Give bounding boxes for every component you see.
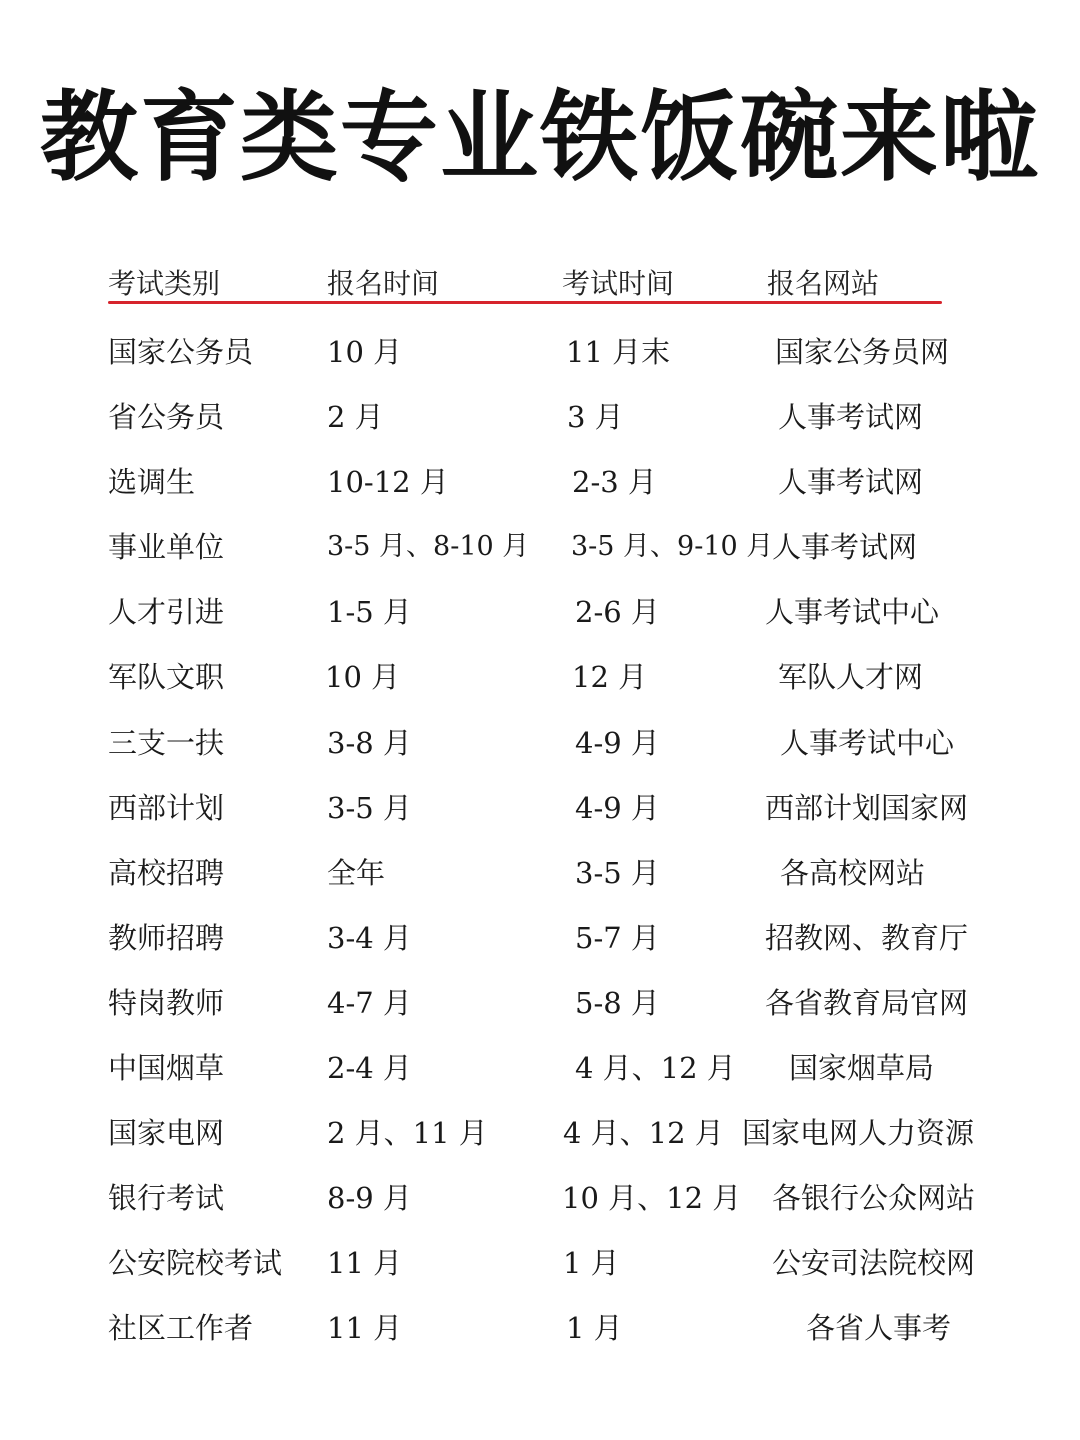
table-row bbox=[0, 1233, 1080, 1298]
table-row bbox=[0, 713, 1080, 778]
cell-category: 教师招聘 bbox=[108, 920, 225, 955]
cell-exam-time: 4-9 月 bbox=[575, 790, 660, 825]
cell-exam-time: 4 月、12 月 bbox=[563, 1116, 724, 1151]
cell-exam-time: 4 月、12 月 bbox=[575, 1051, 736, 1086]
table-row bbox=[0, 1103, 1080, 1168]
cell-website: 人事考试网 bbox=[778, 400, 924, 435]
table-row bbox=[0, 973, 1080, 1038]
cell-register-time: 3-4 月 bbox=[327, 920, 412, 955]
table-row bbox=[0, 322, 1080, 387]
cell-website: 人事考试中心 bbox=[780, 725, 955, 760]
cell-register-time: 2-4 月 bbox=[327, 1051, 412, 1086]
cell-category: 西部计划 bbox=[108, 790, 225, 825]
table-row bbox=[0, 517, 1080, 582]
cell-exam-time: 3-5 月、9-10 月 bbox=[571, 531, 774, 563]
cell-website: 人事考试网 bbox=[772, 530, 918, 565]
exam-table bbox=[0, 322, 1080, 1364]
cell-website: 人事考试网 bbox=[778, 465, 924, 500]
cell-exam-time: 4-9 月 bbox=[575, 725, 660, 760]
cell-category: 事业单位 bbox=[108, 530, 225, 565]
table-row bbox=[0, 778, 1080, 843]
cell-register-time: 10 月 bbox=[325, 660, 401, 695]
table-row bbox=[0, 1298, 1080, 1363]
cell-website: 公安司法院校网 bbox=[772, 1246, 976, 1281]
cell-website: 各高校网站 bbox=[780, 855, 926, 890]
cell-exam-time: 3-5 月 bbox=[575, 855, 660, 890]
cell-website: 西部计划国家网 bbox=[765, 790, 969, 825]
header-underline bbox=[108, 301, 942, 304]
cell-register-time: 3-5 月、8-10 月 bbox=[327, 531, 530, 563]
cell-register-time: 11 月 bbox=[327, 1246, 403, 1281]
cell-website: 各省教育局官网 bbox=[765, 985, 969, 1020]
cell-category: 人才引进 bbox=[108, 595, 225, 630]
table-row bbox=[0, 1038, 1080, 1103]
cell-website: 国家公务员网 bbox=[775, 335, 950, 369]
page-title: 教育类专业铁饭碗来啦 bbox=[39, 81, 1040, 195]
table-row bbox=[0, 1168, 1080, 1233]
cell-category: 特岗教师 bbox=[108, 985, 225, 1020]
cell-exam-time: 2-6 月 bbox=[575, 595, 660, 630]
cell-exam-time: 11 月末 bbox=[566, 335, 671, 369]
header-website: 报名网站 bbox=[767, 267, 880, 300]
cell-register-time: 2 月 bbox=[327, 400, 384, 435]
cell-register-time: 8-9 月 bbox=[327, 1181, 412, 1216]
table-row bbox=[0, 452, 1080, 517]
cell-category: 银行考试 bbox=[108, 1181, 225, 1216]
table-row bbox=[0, 647, 1080, 712]
cell-website: 军队人才网 bbox=[778, 660, 924, 695]
cell-category: 三支一扶 bbox=[108, 725, 225, 760]
cell-register-time: 全年 bbox=[327, 855, 386, 890]
cell-register-time: 3-8 月 bbox=[327, 725, 412, 760]
table-row bbox=[0, 387, 1080, 452]
cell-website: 各银行公众网站 bbox=[772, 1181, 976, 1216]
cell-website: 国家电网人力资源 bbox=[742, 1116, 975, 1151]
cell-exam-time: 1 月 bbox=[566, 1311, 623, 1346]
cell-exam-time: 1 月 bbox=[563, 1246, 620, 1281]
cell-category: 国家电网 bbox=[108, 1116, 225, 1151]
cell-exam-time: 5-8 月 bbox=[575, 985, 660, 1020]
cell-website: 国家烟草局 bbox=[789, 1051, 935, 1086]
cell-website: 各省人事考 bbox=[806, 1311, 952, 1346]
cell-category: 选调生 bbox=[108, 465, 196, 500]
cell-category: 国家公务员 bbox=[108, 335, 254, 369]
cell-register-time: 2 月、11 月 bbox=[327, 1116, 488, 1151]
cell-category: 公安院校考试 bbox=[108, 1246, 283, 1281]
header-exam-time: 考试时间 bbox=[562, 267, 675, 300]
cell-exam-time: 12 月 bbox=[572, 660, 648, 695]
table-row bbox=[0, 843, 1080, 908]
cell-exam-time: 10 月、12 月 bbox=[562, 1181, 742, 1216]
cell-exam-time: 2-3 月 bbox=[572, 465, 657, 500]
cell-category: 省公务员 bbox=[108, 400, 225, 435]
cell-category: 社区工作者 bbox=[108, 1311, 254, 1346]
cell-register-time: 10 月 bbox=[327, 335, 403, 369]
table-row bbox=[0, 582, 1080, 647]
cell-exam-time: 3 月 bbox=[567, 400, 624, 435]
cell-website: 招教网、教育厅 bbox=[765, 920, 969, 955]
cell-category: 中国烟草 bbox=[108, 1051, 225, 1086]
cell-category: 高校招聘 bbox=[108, 855, 225, 890]
header-register-time: 报名时间 bbox=[327, 267, 440, 300]
table-row bbox=[0, 908, 1080, 973]
cell-exam-time: 5-7 月 bbox=[575, 920, 660, 955]
header-category: 考试类别 bbox=[108, 267, 221, 300]
cell-category: 军队文职 bbox=[108, 660, 225, 695]
cell-register-time: 10-12 月 bbox=[327, 465, 449, 500]
cell-register-time: 1-5 月 bbox=[327, 595, 412, 630]
cell-website: 人事考试中心 bbox=[765, 595, 940, 630]
cell-register-time: 11 月 bbox=[327, 1311, 403, 1346]
cell-register-time: 3-5 月 bbox=[327, 790, 412, 825]
cell-register-time: 4-7 月 bbox=[327, 985, 412, 1020]
table-header bbox=[0, 262, 1080, 306]
